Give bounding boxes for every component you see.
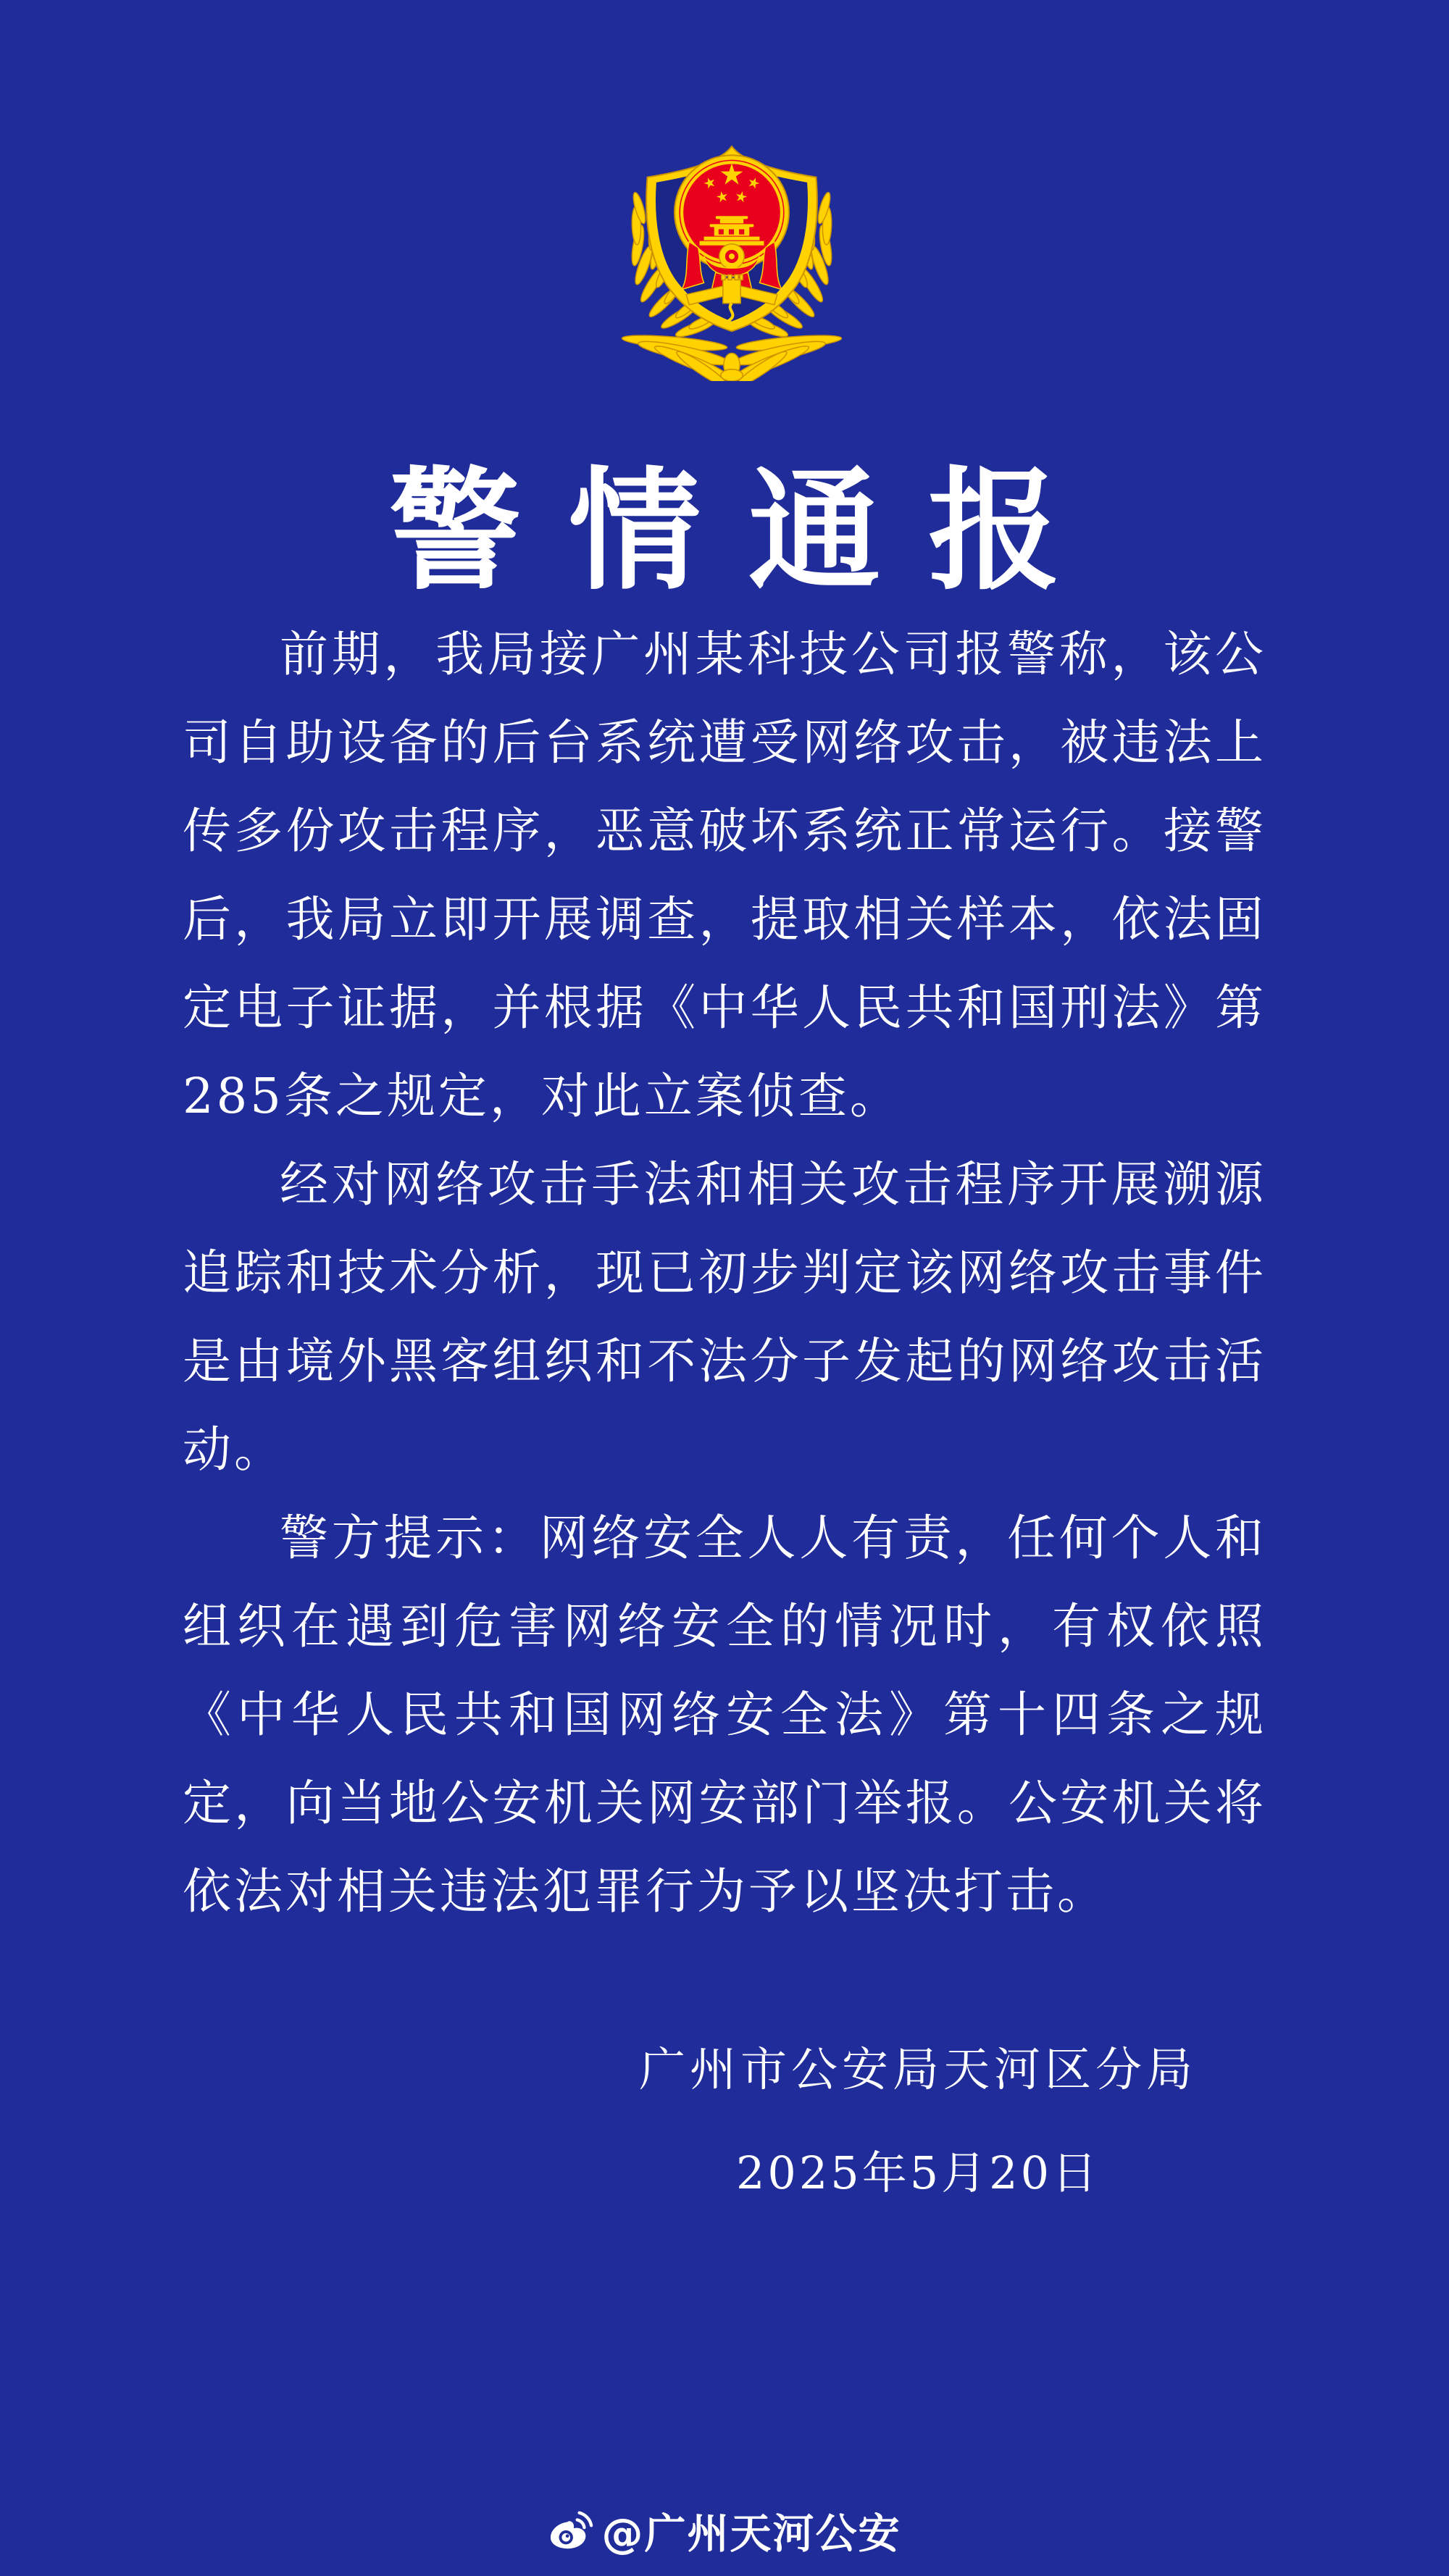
issuing-authority: 广州市公安局天河区分局	[639, 2044, 1197, 2097]
signature-block	[632, 2033, 1204, 2201]
notice-paragraph-3: 警方提示：网络安全人人有责，任何个人和组织在遇到危害网络安全的情况时，有权依照《中华人民共和国网络安全法》第十四条之规定，向当地公安机关网安部门举报。公安机关将依法对相关违法犯罪行为予以坚决打击。	[183, 1510, 1266, 1920]
notice-paragraph-2: 经对网络攻击手法和相关攻击程序开展溯源追踪和技术分析，现已初步判定该网络攻击事件是由境外黑客组织和不法分子发起的网络攻击活动。	[183, 1156, 1266, 1478]
weibo-footer	[0, 2501, 1449, 2560]
notice-title: 警情通报	[389, 453, 1108, 608]
notice-body	[183, 610, 1266, 1936]
police-badge	[622, 139, 842, 381]
weibo-icon	[548, 2509, 593, 2551]
weibo-handle: @广州天河公安	[601, 2510, 901, 2558]
emblem-gear	[719, 244, 744, 269]
issue-date: 2025年5月20日	[735, 2146, 1101, 2199]
badge-fan	[622, 333, 842, 381]
police-badge-graphic	[622, 139, 842, 381]
notice-paragraph-1: 前期，我局接广州某科技公司报警称，该公司自助设备的后台系统遭受网络攻击，被违法上传多份攻击程序，恶意破坏系统正常运行。接警后，我局立即开展调查，提取相关样本，依法固定电子证据，并根据《中华人民共和国刑法》第285条之规定，对此立案侦查。	[183, 626, 1266, 1124]
